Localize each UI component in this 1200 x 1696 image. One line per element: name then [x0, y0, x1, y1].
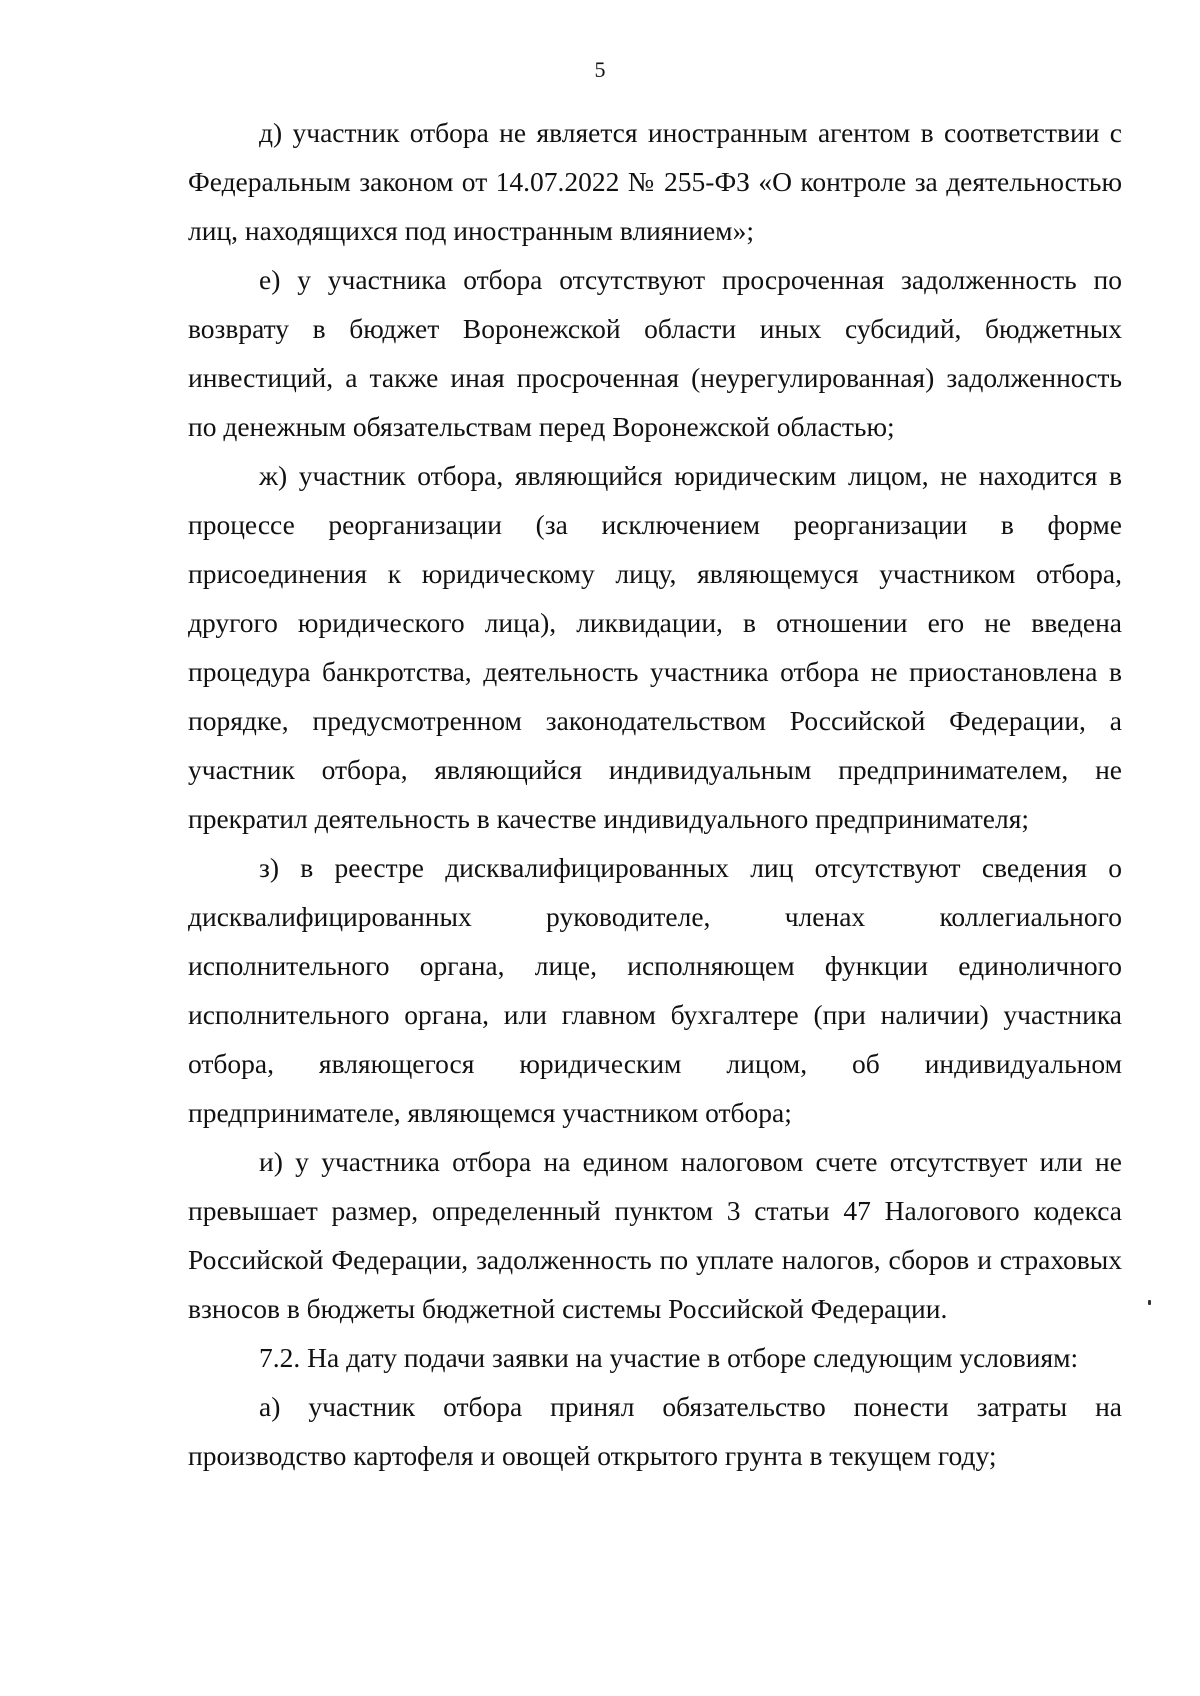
paragraph-i-tax-debt: и) у участника отбора на едином налоговом счете отсутствует или не превышает размер, определенный пунктом 3 статьи 47 Налогового кодекса Российской Федерации, задолженность по уплате налогов, сборов и страховых взносов в бюджеты бюджетной системы Российской Федерации.	[188, 1146, 1122, 1324]
paragraph-e-overdue-debt: е) у участника отбора отсутствуют просроченная задолженность по возврату в бюджет Воронежской области иных субсидий, бюджетных инвестиций, а также иная просроченная (неурегулированная) задолженность по денежным обязательствам перед Воронежской областью;	[188, 264, 1122, 442]
paragraph-z-disqualified-persons: з) в реестре дисквалифицированных лиц отсутствуют сведения о дисквалифицированных руководителе, членах коллегиального исполнительного органа, лице, исполняющем функции единоличного исполнительного органа, или главном бухгалтере (при наличии) участника отбора, являющегося юридическим лицом, об индивидуальном предпринимателе, являющемся участником отбора;	[188, 852, 1122, 1128]
paragraph-7-2-conditions: 7.2. На дату подачи заявки на участие в отборе следующим условиям:	[259, 1342, 1079, 1373]
document-body	[188, 108, 1122, 1480]
scan-speck	[1148, 1300, 1151, 1305]
paragraph-d-foreign-agent: д) участник отбора не является иностранным агентом в соответствии с Федеральным законом от 14.07.2022 № 255-ФЗ «О контроле за деятельностью лиц, находящихся под иностранным влиянием»;	[188, 117, 1122, 246]
page-number: 5	[594, 57, 606, 82]
paragraph-a-obligation: а) участник отбора принял обязательство понести затраты на производство картофеля и овощей открытого грунта в текущем году;	[188, 1391, 1122, 1471]
paragraph-zh-reorganization: ж) участник отбора, являющийся юридическим лицом, не находится в процессе реорганизации (за исключением реорганизации в форме присоединения к юридическому лицу, являющемуся участником отбора, другого юридического лица), ликвидации, в отношении его не введена процедура банкротства, деятельность участника отбора не приостановлена в порядке, предусмотренном законодательством Российской Федерации, а участник отбора, являющийся индивидуальным предпринимателем, не прекратил деятельность в качестве индивидуального предпринимателя;	[188, 460, 1122, 834]
